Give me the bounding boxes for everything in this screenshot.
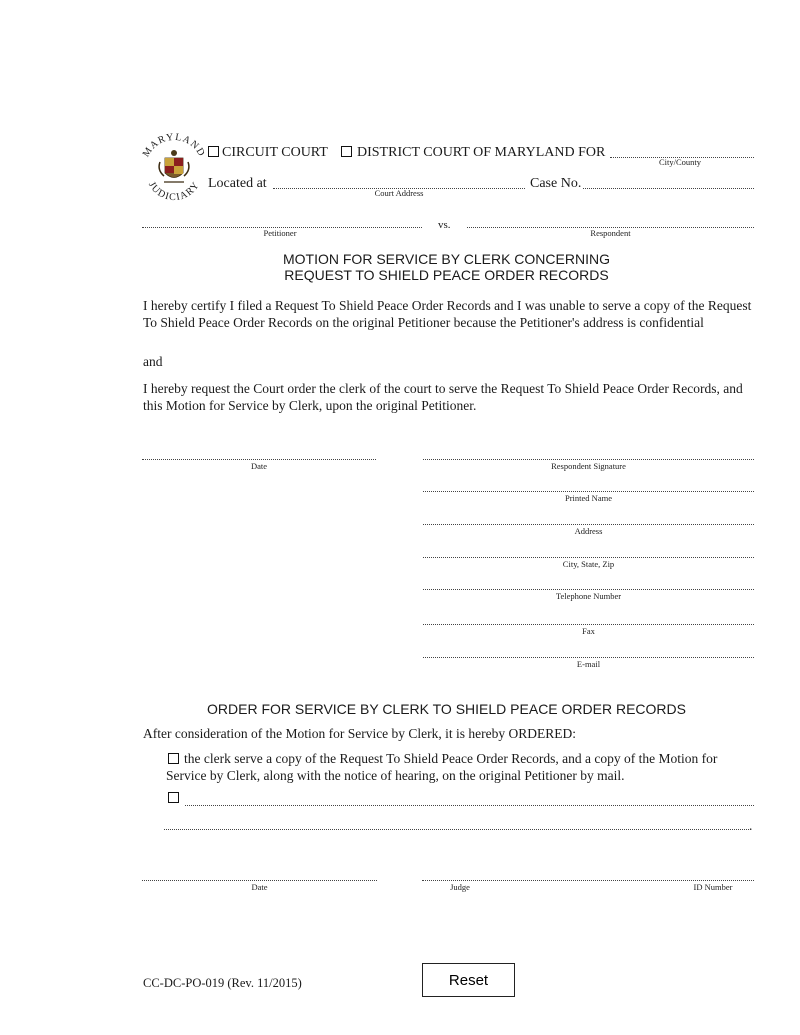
order-option2-field-line1[interactable]	[185, 805, 754, 806]
order-option2-period: .	[749, 818, 753, 833]
email-caption: E-mail	[576, 659, 601, 669]
order-date-field[interactable]	[142, 880, 377, 881]
telephone-field[interactable]	[423, 589, 754, 590]
and-label: and	[143, 354, 163, 369]
email-field[interactable]	[423, 657, 754, 658]
respondent-signature-field[interactable]	[423, 459, 754, 460]
motion-date-caption: Date	[250, 461, 268, 471]
fax-field[interactable]	[423, 624, 754, 625]
order-option2-checkbox[interactable]	[168, 792, 179, 803]
id-number-caption: ID Number	[693, 882, 733, 892]
respondent-signature-caption: Respondent Signature	[551, 461, 626, 471]
maryland-judiciary-seal	[138, 128, 210, 210]
city-county-caption: City/County	[658, 157, 702, 167]
seal-top-text: MARYLAND	[140, 131, 208, 160]
located-at-label: Located at	[208, 176, 267, 191]
order-title: ORDER FOR SERVICE BY CLERK TO SHIELD PEACE ORDER RECORDS	[207, 701, 686, 717]
order-date-caption: Date	[251, 882, 268, 892]
vs-label: vs.	[438, 219, 451, 231]
crest-icon	[159, 150, 189, 182]
judge-signature-field[interactable]	[422, 880, 754, 881]
printed-name-caption: Printed Name	[565, 493, 612, 503]
order-option1-checkbox[interactable]	[168, 753, 179, 764]
circuit-court-label: CIRCUIT COURT	[222, 145, 328, 160]
order-option1-line1: the clerk serve a copy of the Request To Shield Peace Order Records, and a copy of the Motion for	[184, 751, 718, 766]
petitioner-caption: Petitioner	[263, 228, 297, 238]
printed-name-field[interactable]	[423, 491, 754, 492]
case-no-label: Case No.	[530, 176, 582, 191]
respondent-caption: Respondent	[590, 228, 631, 238]
svg-text:JUDICIARY	[146, 180, 202, 203]
address-caption: Address	[574, 526, 603, 536]
case-no-field[interactable]	[583, 188, 754, 189]
order-intro: After consideration of the Motion for Service by Clerk, it is hereby ORDERED:	[143, 726, 577, 741]
city-state-zip-field[interactable]	[423, 557, 754, 558]
motion-paragraph-1: I hereby certify I filed a Request To Shield Peace Order Records and I was unable to serve a copy of the Request To Shield Peace Order Records on the original Petitioner because the Petitioner's address is confidential	[143, 298, 752, 330]
judge-caption: Judge	[450, 882, 470, 892]
address-field[interactable]	[423, 524, 754, 525]
motion-title-line2: REQUEST TO SHIELD PEACE ORDER RECORDS	[284, 267, 609, 283]
order-option2-field-line2[interactable]	[164, 829, 749, 830]
district-court-label: DISTRICT COURT OF MARYLAND FOR	[357, 145, 606, 160]
circuit-court-checkbox[interactable]	[208, 146, 219, 157]
seal-bottom-text: JUDICIARY	[146, 179, 203, 204]
court-address-caption: Court Address	[374, 188, 424, 198]
order-option1-line2: Service by Clerk, along with the notice of hearing, on the original Petitioner by mail.	[166, 768, 625, 783]
telephone-caption: Telephone Number	[555, 591, 622, 601]
motion-title-line1: MOTION FOR SERVICE BY CLERK CONCERNING	[283, 251, 610, 267]
seal-graphic	[138, 128, 210, 210]
motion-date-field[interactable]	[142, 459, 376, 460]
motion-paragraph-2: I hereby request the Court order the clerk of the court to serve the Request To Shield Peace Order Records, and this Motion for Service by Clerk, upon the original Petitioner.	[143, 381, 743, 413]
fax-caption: Fax	[582, 626, 595, 636]
city-state-zip-caption: City, State, Zip	[562, 559, 615, 569]
form-number: CC-DC-PO-019 (Rev. 11/2015)	[143, 976, 302, 990]
district-court-checkbox[interactable]	[341, 146, 352, 157]
reset-button[interactable]: Reset	[422, 963, 515, 997]
